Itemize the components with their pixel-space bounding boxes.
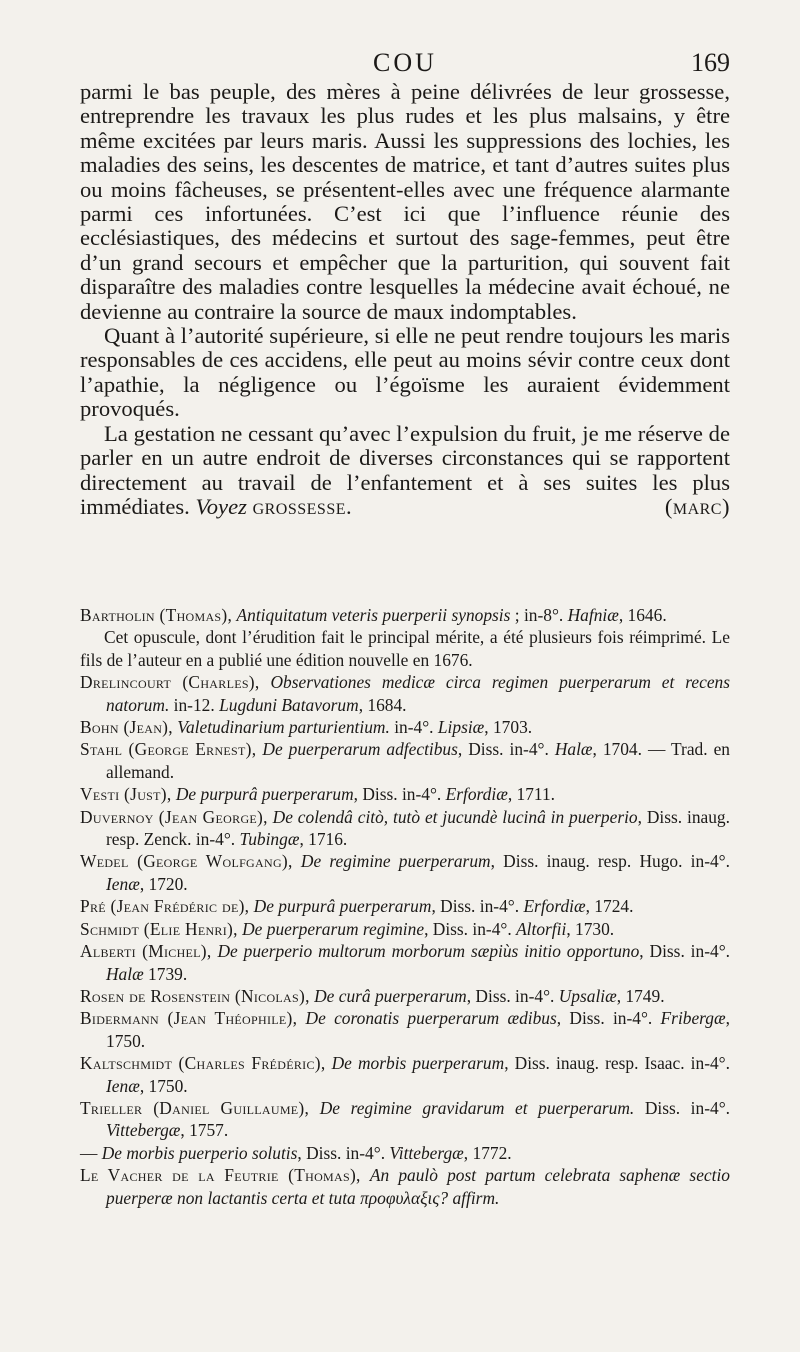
entry-place: Tubingæ (239, 829, 300, 850)
entry-details: , Diss. in-4°. (639, 941, 731, 962)
bibliography-entry (80, 1097, 730, 1142)
entry-title: De purpurâ puerperarum (253, 896, 432, 917)
bibliography-entry (80, 716, 730, 738)
entry-title: De regimine puerperarum (300, 851, 491, 872)
bibliography-entry (80, 671, 730, 716)
entry-year: , 1749. (616, 985, 665, 1006)
entry-details: , Diss. in-4°. (353, 784, 442, 805)
entry-year: , 1720. (139, 873, 188, 894)
entry-author: Kaltschmidt (Charles Frédéric), (80, 1053, 326, 1074)
entry-title: Antiquitatum veteris puerperii synopsis (236, 605, 511, 625)
entry-title: Observationes medicæ circa regimen puerperarum et recens natorum. (106, 672, 730, 715)
bibliography-entry (80, 918, 730, 940)
entry-place: Halæ (106, 963, 144, 984)
entry-title: Valetudinarium parturientium. (177, 717, 390, 738)
entry-year: , 1646. (618, 605, 667, 625)
main-text (80, 80, 730, 519)
page-number: 169 (691, 48, 730, 77)
paragraph: parmi le bas peuple, des mères à peine délivrées de leur grossesse, entreprendre les travaux les plus rudes et les plus malsains, y être même excitées par leurs maris. Aussi les suppressions des lochies, les maladies des seins, les descentes de matrice, et tant d’autres suites plus ou moins fâcheuses, se présentent-elles avec une fréquence alarmante parmi ces infortunées. C’est ici que l’influence réunie des ecclésiastiques, des médecins et surtout des sage-femmes, peut être d’un grand secours et empêcher que la parturition, qui souvent fait disparaître des maladies contre lesquelles la médecine avait échoué, ne devienne au contraire la source de maux indomptables. (80, 79, 730, 324)
entry-year: , 1724. (585, 896, 634, 917)
entry-details: , Diss. in-4°. (297, 1142, 386, 1163)
entry-details: , Diss. in-4°. (424, 918, 512, 939)
entry-place: Vittebergæ (389, 1142, 464, 1163)
bibliography-entry (80, 895, 730, 917)
entry-details: , Diss. in-4°. (466, 985, 555, 1006)
running-title: COU (373, 48, 437, 77)
entry-place: Ienæ (106, 873, 140, 894)
bibliography-entry (80, 738, 730, 783)
entry-title: De puerperio multorum morborum sæpiùs initio opportuno (217, 941, 640, 962)
entry-title: De colendâ citò, tutò et jucundè lucinâ in puerperio (272, 806, 638, 827)
entry-place: Ienæ (106, 1075, 140, 1096)
entry-author: Rosen de Rosenstein (Nicolas), (80, 985, 310, 1006)
bibliography-entry (80, 850, 730, 895)
entry-title: De purpurâ puerperarum (175, 784, 354, 805)
entry-author: Bohn (Jean), (80, 717, 173, 738)
entry-title: De curâ puerperarum (314, 985, 467, 1006)
entry-details: , Diss. inaug. resp. Zenck. in-4°. (106, 806, 730, 850)
entry-author: Alberti (Michel), (80, 941, 212, 962)
bibliography-entry (80, 604, 730, 626)
entry-place: Erfordiæ (523, 896, 586, 917)
entry-author: Schmidt (Elie Henri), (80, 918, 238, 939)
entry-details: , Diss. in-4°. (556, 1008, 653, 1029)
entry-place: Halæ (554, 739, 593, 760)
entry-details: , Diss. in-4°. (431, 896, 520, 917)
entry-title: De morbis puerperarum (331, 1053, 505, 1074)
entry-author: Vesti (Just), (80, 784, 172, 805)
entry-place: Upsaliæ (558, 985, 617, 1006)
entry-author: Pré (Jean Frédéric de), (80, 896, 250, 917)
entry-author: Stahl (George Ernest), (80, 739, 257, 760)
entry-place: affirm. (452, 1187, 500, 1208)
entry-author: Bartholin (Thomas), (80, 605, 233, 625)
author-signature: (marc) (664, 493, 730, 519)
bibliography-entry (80, 1007, 730, 1052)
entry-place: Fribergæ (660, 1008, 726, 1029)
entry-author: Duvernoy (Jean George), (80, 806, 268, 827)
bibliography-entry (80, 1142, 730, 1164)
entry-year: , 1716. (299, 829, 348, 850)
entry-year: , 1704. — Trad. en allemand. (106, 739, 730, 782)
bibliography-entry (80, 940, 730, 985)
entry-details: , Diss. in-4°. (457, 739, 549, 760)
entry-place: Erfordiæ (445, 784, 508, 805)
entry-title: De regimine gravidarum et puerperarum. (319, 1097, 635, 1118)
entry-year: , 1757. (180, 1120, 229, 1141)
entry-title: De morbis puerperio solutis (101, 1142, 298, 1163)
entry-author: Le Vacher de la Feutrie (Thomas), (80, 1165, 361, 1186)
entry-author: Trieller (Daniel Guillaume), (80, 1097, 310, 1118)
entry-place: Lipsiæ (437, 717, 485, 738)
entry-year: , 1750. (139, 1075, 188, 1096)
entry-year: , 1711. (507, 784, 555, 805)
entry-author: — (80, 1142, 98, 1163)
entry-title: De puerperarum adfectibus (262, 739, 458, 760)
entry-year: , 1772. (463, 1142, 512, 1163)
bibliography-entry (80, 1164, 730, 1209)
entry-author: Bidermann (Jean Théophile), (80, 1008, 298, 1029)
bibliography-entry (80, 1052, 730, 1097)
entry-place: Hafniæ (567, 605, 619, 625)
entry-details: in-12. (173, 694, 215, 715)
see-label: Voyez (195, 493, 247, 519)
bibliography-note: Cet opuscule, dont l’érudition fait le principal mérite, a été plusieurs fois réimprimé. Le fils de l’auteur en a publié une édition nouvelle en 1676. (80, 627, 730, 670)
entry-author: Drelincourt (Charles), (80, 672, 260, 693)
cross-reference: grossesse. (252, 493, 353, 519)
entry-year: , 1750. (106, 1008, 730, 1051)
entry-details: ; in-8°. (514, 605, 564, 625)
entry-details: in-4°. (394, 717, 434, 738)
entry-place: Vittebergæ (106, 1120, 181, 1141)
entry-details: Diss. in-4°. (644, 1097, 730, 1118)
bibliography-entry (80, 783, 730, 805)
entry-place: Altorfii (516, 918, 567, 939)
entry-title: An paulò post partum celebrata saphenæ sectio puerperæ non lactantis certa et tuta προφυλαξις? (106, 1165, 730, 1208)
entry-details: , Diss. inaug. resp. Hugo. in-4°. (490, 851, 730, 872)
bibliography (80, 604, 730, 1209)
bibliography-entry (80, 806, 730, 851)
paragraph: Quant à l’autorité supérieure, si elle ne peut rendre toujours les maris responsables de ces accidens, elle peut au moins sévir contre ceux dont l’apathie, la négligence ou l’égoïsme les auraient évidemment provoqués. (80, 323, 730, 422)
entry-year: 1739. (148, 963, 188, 984)
entry-year: , 1684. (358, 694, 407, 715)
bibliography-entry (80, 985, 730, 1007)
entry-details: , Diss. inaug. resp. Isaac. in-4°. (504, 1053, 730, 1074)
entry-title: De coronatis puerperarum ædibus (305, 1008, 557, 1029)
paragraph-text: La gestation ne cessant qu’avec l’expulsion du fruit, je me réserve de parler en un autre endroit de diverses circonstances qui se rapportent directement au travail de l’enfantement et à ses suites les plus immédiates. (80, 420, 730, 519)
entry-year: , 1703. (484, 717, 533, 738)
entry-author: Wedel (George Wolfgang), (80, 851, 293, 872)
paragraph (80, 422, 730, 520)
entry-year: , 1730. (566, 918, 615, 939)
entry-place: Lugduni Batavorum (219, 694, 359, 715)
entry-title: De puerperarum regimine (242, 918, 425, 939)
